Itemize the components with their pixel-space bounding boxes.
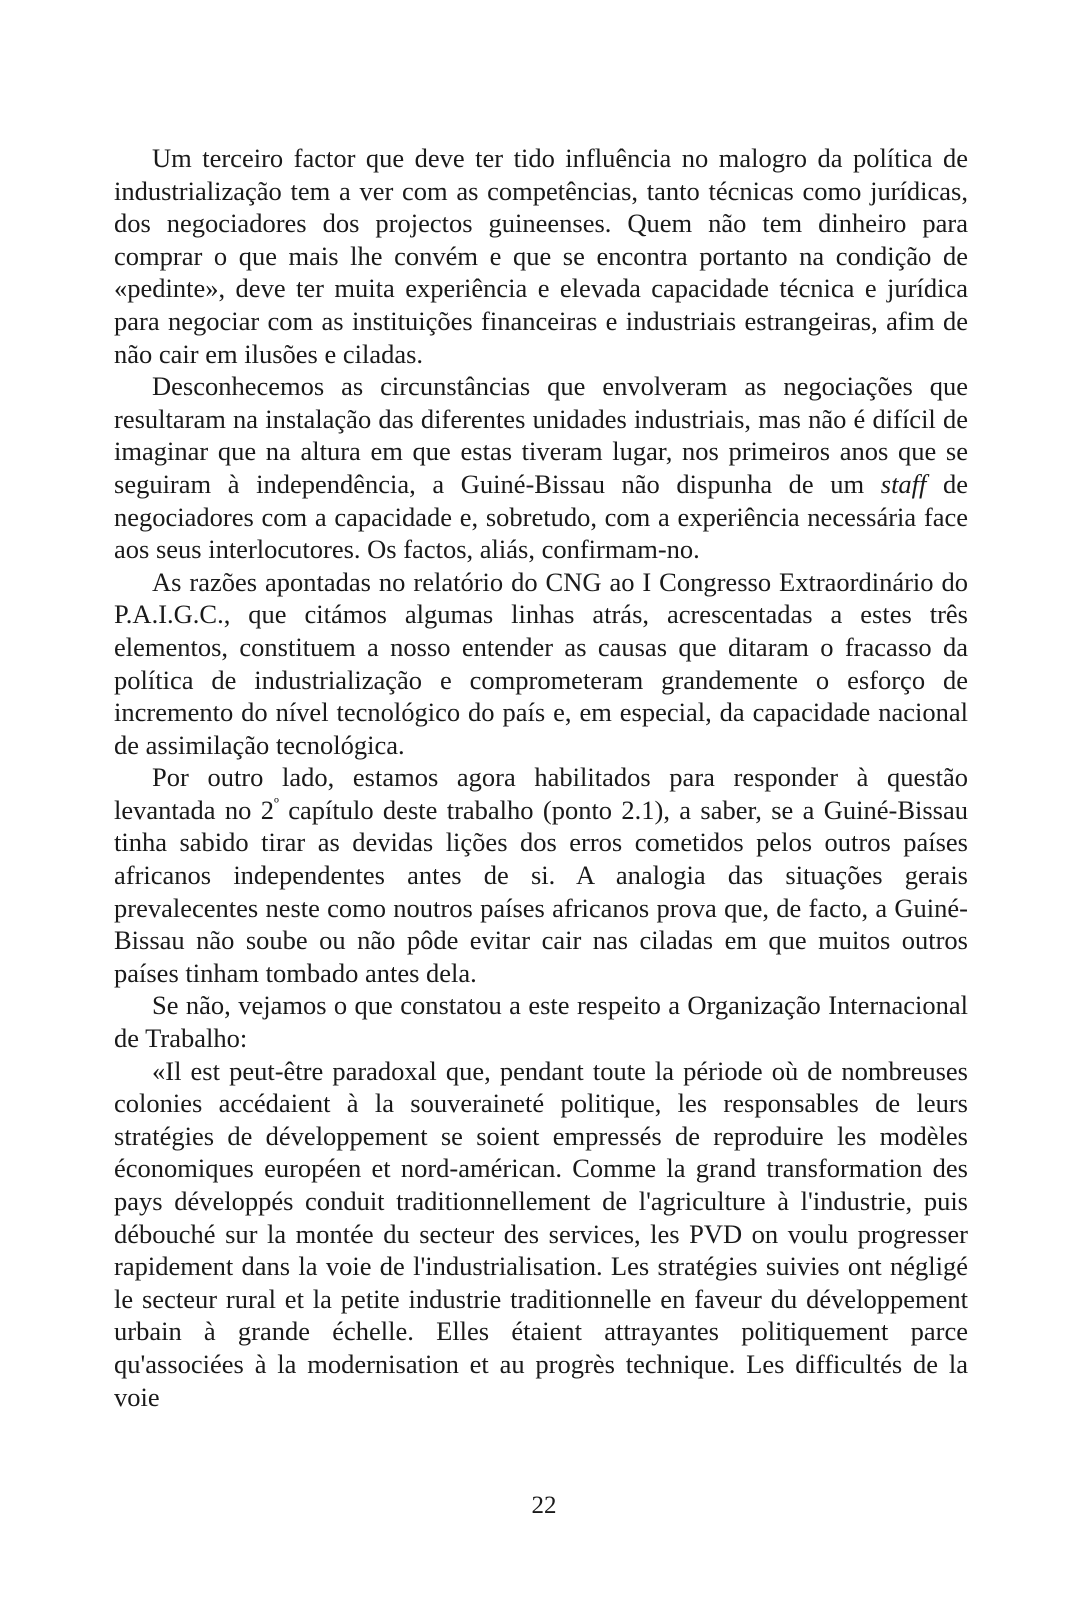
- paragraph-4-ordinal: º: [273, 796, 279, 814]
- paragraph-2-italic-term: staff: [880, 468, 927, 499]
- paragraph-3: As razões apontadas no relatório do CNG ao I Congresso Extraordinário do P.A.I.G.C., que citámos algumas linhas atrás, acrescentadas a estes três elementos, constituem a nosso entender as causas que ditaram o fracasso da política de industrialização e comprometeram grandemente o esforço de incremento do nível tecnológico do país e, em especial, da capacidade nacional de assimilação tecnológica.: [114, 566, 968, 760]
- paragraph-2: [114, 370, 968, 566]
- paragraph-1: Um terceiro factor que deve ter tido influência no malogro da política de industrialização tem a ver com as competências, tanto técnicas como jurídicas, dos negociadores dos projectos guineenses. Quem não tem dinheiro para comprar o que mais lhe convém e que se encontra portanto na condição de «pedinte», deve ter muita experiência e elevada capacidade técnica e jurídica para negociar com as instituições financeiras e industriais estrangeiras, afim de não cair em ilusões e ciladas.: [114, 143, 968, 369]
- page-number: 22: [531, 1492, 557, 1519]
- paragraph-5: Se não, vejamos o que constatou a este respeito a Organização Internacional de Trabalho:: [114, 990, 968, 1054]
- paragraph-2-text-b: de negociadores com a capacidade e, sobretudo, com a experiência necessária face aos seus interlocutores. Os factos, aliás, confirmam-no.: [114, 468, 969, 565]
- paragraph-6-quote: «Il est peut-être paradoxal que, pendant toute la période où de nombreuses colonies accédaient à la souveraineté politique, les responsables de leurs stratégies de développement se soient empressés de reproduire les modèles économiques européen et nord-américan. Comme la grand transformation des pays développés conduit traditionnellement de l'agriculture à l'industrie, puis débouché sur la montée du secteur des services, les PVD on voulu progresser rapidement dans la voie de l'industrialisation. Les stratégies suivies ont négligé le secteur rural et la petite industrie traditionnelle en faveur du développement urbain à grande échelle. Elles étaient attrayantes politiquement parce qu'associées à la modernisation et au progrès technique. Les difficultés de la voie: [114, 1055, 968, 1412]
- body-text: [114, 142, 968, 1413]
- paragraph-2-text-a: Desconhecemos as circunstâncias que envolveram as negociações que resultaram na instalação das diferentes unidades industriais, mas não é difícil de imaginar que na altura em que estas tiveram lugar, nos primeiros anos que se seguiram à independência, a Guiné-Bissau não dispunha de um: [114, 371, 968, 499]
- paragraph-4-text-b: capítulo deste trabalho (ponto 2.1), a saber, se a Guiné-Bissau tinha sabido tirar as devidas lições dos erros cometidos pelos outros países africanos independentes antes de si. A analogia das situações gerais prevalecentes neste como noutros países africanos prova que, de facto, a Guiné-Bissau não soube ou não pôde evitar cair nas ciladas em que muitos outros países tinham tombado antes dela.: [114, 794, 968, 988]
- paragraph-4-text-a: Por outro lado, estamos agora habilitados para responder à questão levantada no 2: [114, 762, 968, 825]
- paragraph-4: [114, 761, 968, 989]
